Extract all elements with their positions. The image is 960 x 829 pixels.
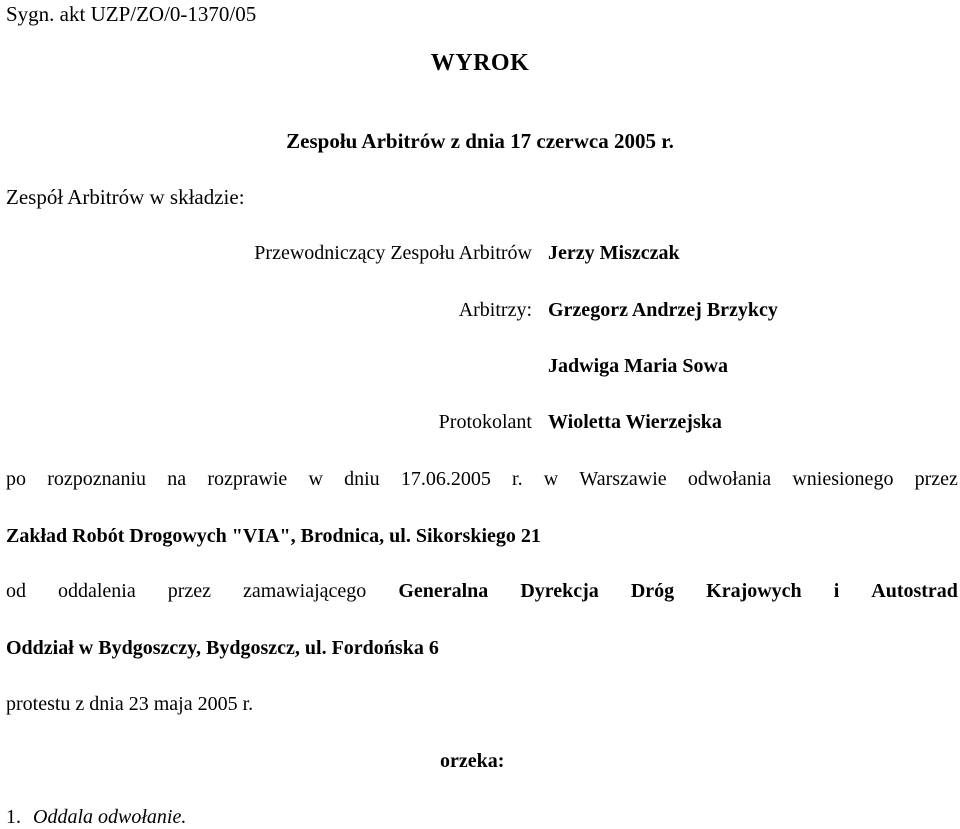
role-label-clerk: Protokolant [438,411,532,433]
contracting-authority-word: Dyrekcja [520,580,599,602]
hearing-word: w [543,468,559,490]
contracting-authority-word: Dróg [630,580,675,602]
case-signature: Sygn. akt UZP/ZO/0-1370/05 [6,2,257,26]
role-value-clerk: Wioletta Wierzejska [548,411,722,433]
hearing-word: r. [512,468,523,490]
role-value-chair: Jerzy Miszczak [548,242,680,264]
role-value-arbiter-1: Grzegorz Andrzej Brzykcy [548,299,778,321]
hearing-word: w [308,468,323,490]
hearing-word: rozprawie [207,468,288,490]
document-subtitle: Zespołu Arbitrów z dnia 17 czerwca 2005 r. [286,129,674,153]
hearing-word: dniu [344,468,380,490]
dismissal-paragraph [6,579,958,603]
appellant: Zakład Robót Drogowych "VIA", Brodnica, ul. Sikorskiego 21 [6,525,541,547]
hearing-word: 17.06.2005 [400,468,491,490]
role-label-chair: Przewodniczący Zespołu Arbitrów [254,242,532,264]
document-title: WYROK [430,50,530,76]
contracting-authority-word: Krajowych [706,580,802,602]
contracting-authority-branch: Oddział w Bydgoszczy, Bydgoszcz, ul. Fordońska 6 [6,637,439,659]
decision-text: Oddala odwołanie. [33,806,187,828]
panel-intro: Zespół Arbitrów w składzie: [6,185,245,209]
role-value-arbiter-2: Jadwiga Maria Sowa [548,355,728,377]
hearing-word: po [6,468,26,490]
dismissal-word: od [6,580,26,602]
hearing-paragraph [6,467,958,491]
ruling-heading: orzeka: [440,750,505,772]
dismissal-word: oddalenia [58,580,136,602]
dismissal-word: zamawiającego [243,580,367,602]
decision-number: 1. [6,806,21,828]
hearing-word: Warszawie [579,468,667,490]
hearing-word: rozpoznaniu [47,468,147,490]
contracting-authority-word: i [833,580,840,602]
decision-item [6,805,186,829]
hearing-word: wniesionego [792,468,894,490]
protest-date: protestu z dnia 23 maja 2005 r. [6,693,254,715]
role-label-arbiters: Arbitrzy: [458,299,532,321]
contracting-authority-word: Autostrad [871,580,958,602]
contracting-authority-word: Generalna [398,580,489,602]
hearing-word: na [167,468,187,490]
hearing-word: przez [914,468,958,490]
hearing-word: odwołania [687,468,772,490]
dismissal-word: przez [167,580,212,602]
